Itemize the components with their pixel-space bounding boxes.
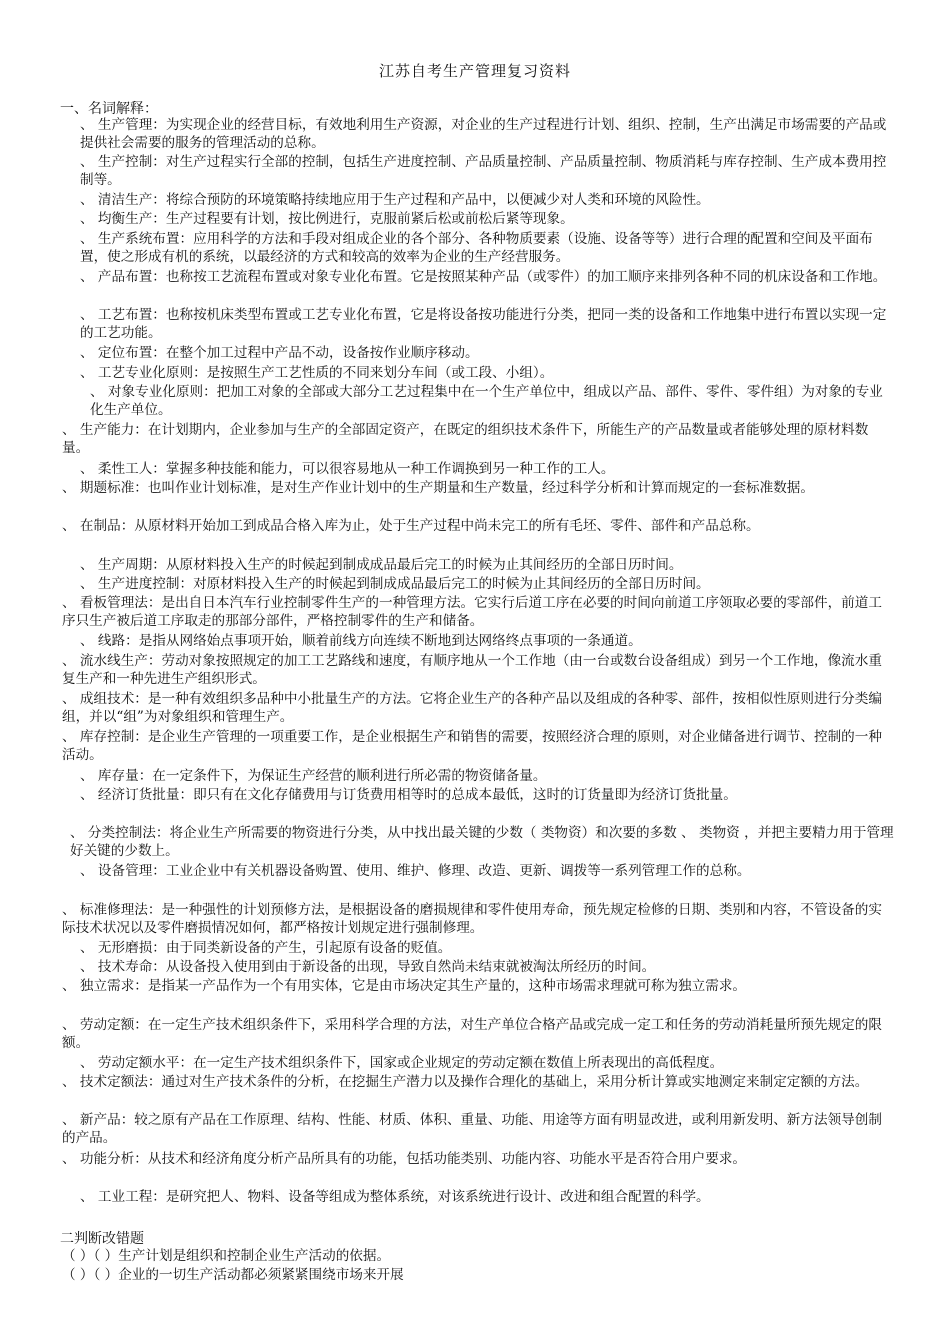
term-entry: 、 期题标准：也叫作业计划标准，是对生产作业计划中的生产期量和生产数量，经过科学分析和计算而规定的一套标准数据。	[62, 480, 814, 496]
term-entry: 、 生产进度控制：对原材料投入生产的时候起到制成成品最后完工的时候为止其间经历的全部日历时间。	[80, 576, 710, 592]
term-entry: 、 看板管理法：是出自日本汽车行业控制零件生产的一种管理方法。它实行后道工序在必要的时间向前道工序领取必要的零部件，前道工序只生产被后道工序取走的那部分部件，严格控制零件的生产和储备。	[62, 595, 882, 629]
term-entry: 、 功能分析：从技术和经济角度分析产品所具有的功能，包括功能类别、功能内容、功能水平是否符合用户要求。	[62, 1151, 747, 1167]
term-entry: 、 技术定额法：通过对生产技术条件的分析，在挖掘生产潜力以及操作合理化的基础上，采用分析计算或实地测定来制定定额的方法。	[62, 1074, 869, 1090]
term-entry: 、 生产控制：对生产过程实行全部的控制，包括生产进度控制、产品质量控制、产品质量控制、物质消耗与库存控制、生产成本费用控制等。	[80, 154, 887, 188]
term-entry: 、 技术寿命：从设备投入使用到由于新设备的出现，导致自然尚未结束就被淘汰所经历的时间。	[80, 959, 656, 975]
term-entry: 、 工艺专业化原则：是按照生产工艺性质的不同来划分车间（或工段、小组）。	[80, 365, 554, 381]
term-entry: 、 设备管理：工业企业中有关机器设备购置、使用、维护、修理、改造、更新、调拨等一系列管理工作的总称。	[80, 863, 751, 879]
section-heading-definitions: 一、名词解释：	[60, 101, 158, 117]
term-entry: 、 劳动定额：在一定生产技术组织条件下，采用科学合理的方法，对生产单位合格产品或完成一定工和任务的劳动消耗量所预先规定的限额。	[62, 1017, 882, 1051]
term-entry: 、 分类控制法：将企业生产所需要的物资进行分类，从中找出最关键的少数（ 类物资）和次要的多数 、 类物资 ，并把主要精力用于管理好关键的少数上。	[70, 825, 894, 859]
term-entry: 、 生产管理：为实现企业的经营目标，有效地利用生产资源，对企业的生产过程进行计划、组织、控制，生产出满足市场需要的产品或提供社会需要的服务的管理活动的总称。	[80, 117, 887, 151]
term-entry: 、 生产周期：从原材料投入生产的时候起到制成成品最后完工的时候为止其间经历的全部日历时间。	[80, 557, 683, 573]
term-entry: 、 生产能力：在计划期内，企业参加与生产的全部固定资产，在既定的组织技术条件下，所能生产的产品数量或者能够处理的原材料数量。	[62, 422, 869, 456]
term-entry: 、 清洁生产：将综合预防的环境策略持续地应用于生产过程和产品中，以便减少对人类和环境的风险性。	[80, 192, 710, 208]
term-entry: 、 线路：是指从网络始点事项开始，顺着前线方向连续不断地到达网络终点事项的一条通道。	[80, 633, 642, 649]
term-entry: 、 库存量：在一定条件下，为保证生产经营的顺利进行所必需的物资储备量。	[80, 768, 547, 784]
term-entry: 、 定位布置：在整个加工过程中产品不动，设备按作业顺序移动。	[80, 345, 479, 361]
term-entry: 、 经济订货批量：即只有在文化存储费用与订货费用相等时的总成本最低，这时的订货量即为经济订货批量。	[80, 787, 737, 803]
term-entry: 、 在制品：从原材料开始加工到成品合格入库为止，处于生产过程中尚未完工的所有毛坯、零件、部件和产品总称。	[62, 518, 760, 534]
term-entry: 、 标准修理法：是一种强性的计划预修方法，是根据设备的磨损规律和零件使用寿命，预先规定检修的日期、类别和内容，不管设备的实际技术状况以及零件磨损情况如何，都严格按计划规定进行强制修理。	[62, 902, 882, 936]
term-entry: 、 工艺布置：也称按机床类型布置或工艺专业化布置，它是将设备按功能进行分类，把同一类的设备和工作地集中进行布置以实现一定的工艺功能。	[80, 307, 887, 341]
term-entry: 、 生产系统布置：应用科学的方法和手段对组成企业的各个部分、各种物质要素（设施、设备等等）进行合理的配置和空间及平面布置，使之形成有机的系统，以最经济的方式和较高的效率为企业的生产经营服务。	[80, 231, 873, 265]
term-entry: 、 流水线生产：劳动对象按照规定的加工工艺路线和速度，有顺序地从一个工作地（由一台或数台设备组成）到另一个工作地，像流水重复生产和一种先进生产组织形式。	[62, 653, 882, 687]
term-entry: 、 成组技术：是一种有效组织多品种中小批量生产的方法。它将企业生产的各种产品以及组成的各种零、部件，按相似性原则进行分类编组，并以“组”为对象组织和管理生产。	[62, 691, 882, 725]
term-entry: 、 工业工程：是研究把人、物料、设备等组成为整体系统，对该系统进行设计、改进和组合配置的科学。	[80, 1189, 710, 1205]
term-entry: 、 产品布置：也称按工艺流程布置或对象专业化布置。它是按照某种产品（或零件）的加工顺序来排列各种不同的机床设备和工作地。	[80, 269, 887, 285]
term-entry: 、 对象专业化原则：把加工对象的全部或大部分工艺过程集中在一个生产单位中，组成以产品、部件、零件、零件组）为对象的专业化生产单位。	[90, 384, 883, 418]
term-entry: 、 独立需求：是指某一产品作为一个有用实体，它是由市场决定其生产量的，这种市场需求理就可称为独立需求。	[62, 978, 747, 994]
term-entry: 、 无形磨损：由于同类新设备的产生，引起原有设备的贬值。	[80, 940, 452, 956]
term-entry: 、 均衡生产：生产过程要有计划，按比例进行，克服前紧后松或前松后紧等现象。	[80, 211, 574, 227]
judgment-item: （ ）（ ）企业的一切生产活动都必须紧紧围绕市场来开展	[62, 1267, 404, 1283]
term-entry: 、 新产品：较之原有产品在工作原理、结构、性能、材质、体积、重量、功能、用途等方面有明显改进，或利用新发明、新方法领导创制的产品。	[62, 1112, 882, 1146]
term-entry: 、 劳动定额水平：在一定生产技术组织条件下，国家或企业规定的劳动定额在数值上所表现出的高低程度。	[80, 1055, 724, 1071]
section-heading-judgments: 二判断改错题	[60, 1231, 144, 1247]
term-entry: 、 柔性工人：掌握多种技能和能力，可以很容易地从一种工作调换到另一种工作的工人。	[80, 461, 615, 477]
document-title: 江苏自考生产管理复习资料	[378, 62, 571, 80]
judgment-item: （ ）（ ）生产计划是组织和控制企业生产活动的依据。	[62, 1248, 391, 1264]
term-entry: 、 库存控制：是企业生产管理的一项重要工作，是企业根据生产和销售的需要，按照经济合理的原则，对企业储备进行调节、控制的一种活动。	[62, 729, 882, 763]
